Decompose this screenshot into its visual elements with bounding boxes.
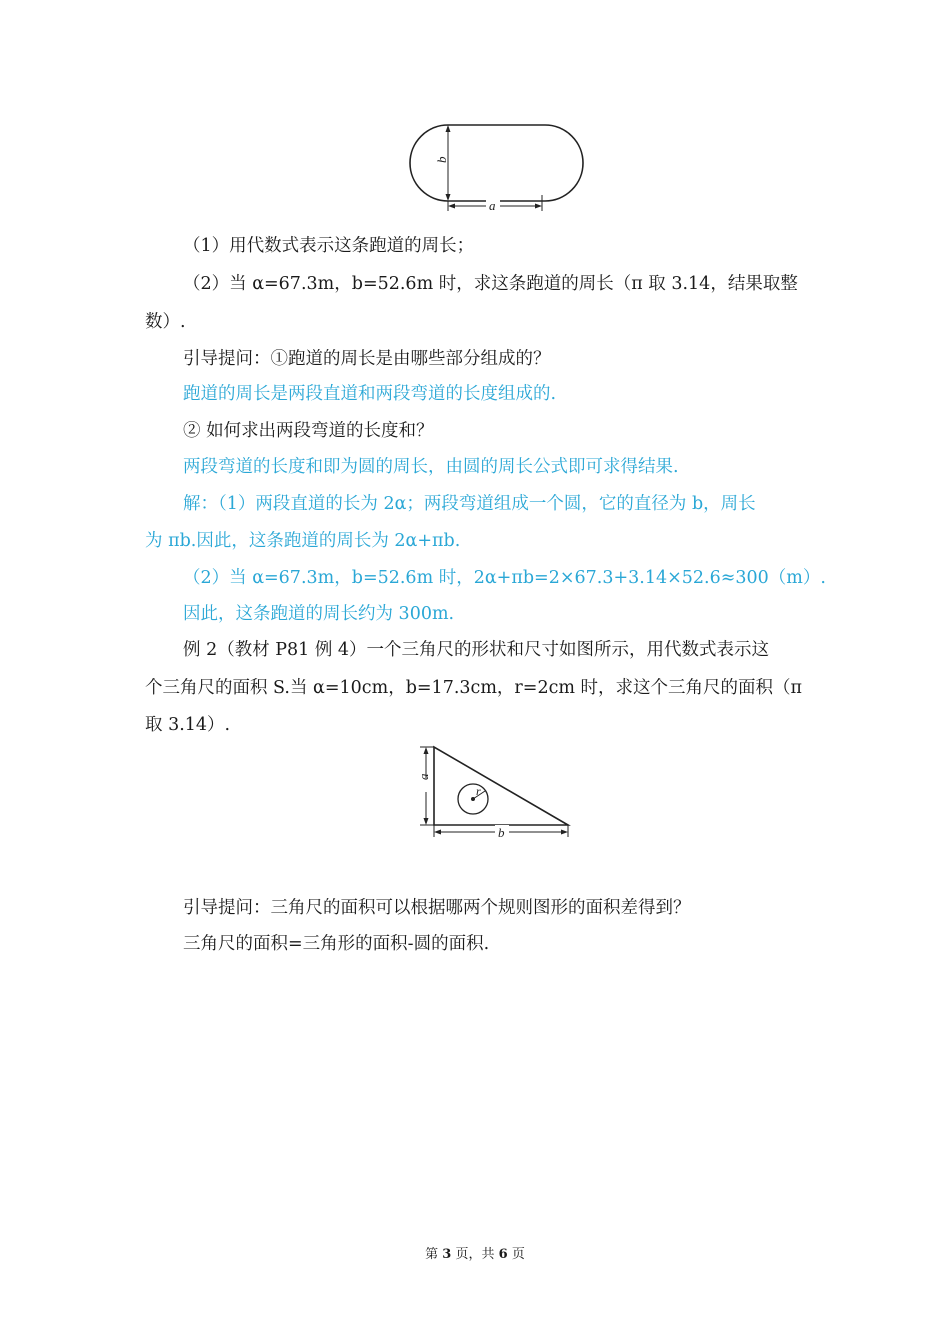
answer-2: 两段弯道的长度和即为圆的周长，由圆的周长公式即可求得结果. <box>183 457 679 477</box>
solution-1-line-1: 解：（1）两段直道的长为 2α；两段弯道组成一个圆，它的直径为 b，周长 <box>183 494 756 514</box>
page-footer <box>0 1245 950 1265</box>
triangle-label-r: r <box>476 784 481 798</box>
footer-page-number: 3 <box>442 1247 452 1262</box>
triangle-label-a: a <box>416 773 431 780</box>
example-2-line-1: 例 2（教材 P81 例 4）一个三角尺的形状和尺寸如图所示，用代数式表示这 <box>183 640 770 660</box>
question-2-line-1: （2）当 α=67.3m，b=52.6m 时，求这条跑道的周长（π 取 3.14，结果取整 <box>183 274 798 294</box>
solution-1-line-2: 为 πb.因此，这条跑道的周长为 2α+πb. <box>145 531 461 551</box>
track-label-b: b <box>434 156 449 163</box>
guide-question-2: ② 如何求出两段弯道的长度和？ <box>183 421 434 441</box>
answer-3: 三角尺的面积=三角形的面积-圆的面积. <box>183 934 490 954</box>
track-label-a: a <box>489 198 496 213</box>
triangle-label-b: b <box>498 825 505 840</box>
solution-2: （2）当 α=67.3m，b=52.6m 时，2α+πb=2×67.3+3.14×52.6≈300（m）. <box>183 568 826 588</box>
footer-prefix: 第 <box>425 1247 439 1262</box>
question-2-line-2: 数）. <box>145 312 186 332</box>
footer-mid: 页，共 <box>455 1247 495 1262</box>
example-2-line-3: 取 3.14）. <box>145 715 231 735</box>
guide-question-1: 引导提问：①跑道的周长是由哪些部分组成的？ <box>183 349 551 369</box>
example-2-line-2: 个三角尺的面积 S.当 α=10cm，b=17.3cm，r=2cm 时，求这个三角尺的面积（π <box>145 678 803 698</box>
footer-suffix: 页 <box>511 1247 525 1262</box>
footer-total-pages: 6 <box>498 1247 508 1262</box>
triangle-ruler-figure <box>410 740 580 845</box>
guide-question-3: 引导提问：三角尺的面积可以根据哪两个规则图形的面积差得到？ <box>183 898 691 918</box>
solution-conclusion: 因此，这条跑道的周长约为 300m. <box>183 604 455 624</box>
track-figure <box>400 115 590 215</box>
answer-1: 跑道的周长是两段直道和两段弯道的长度组成的. <box>183 384 557 404</box>
question-1: （1）用代数式表示这条跑道的周长； <box>183 236 475 256</box>
